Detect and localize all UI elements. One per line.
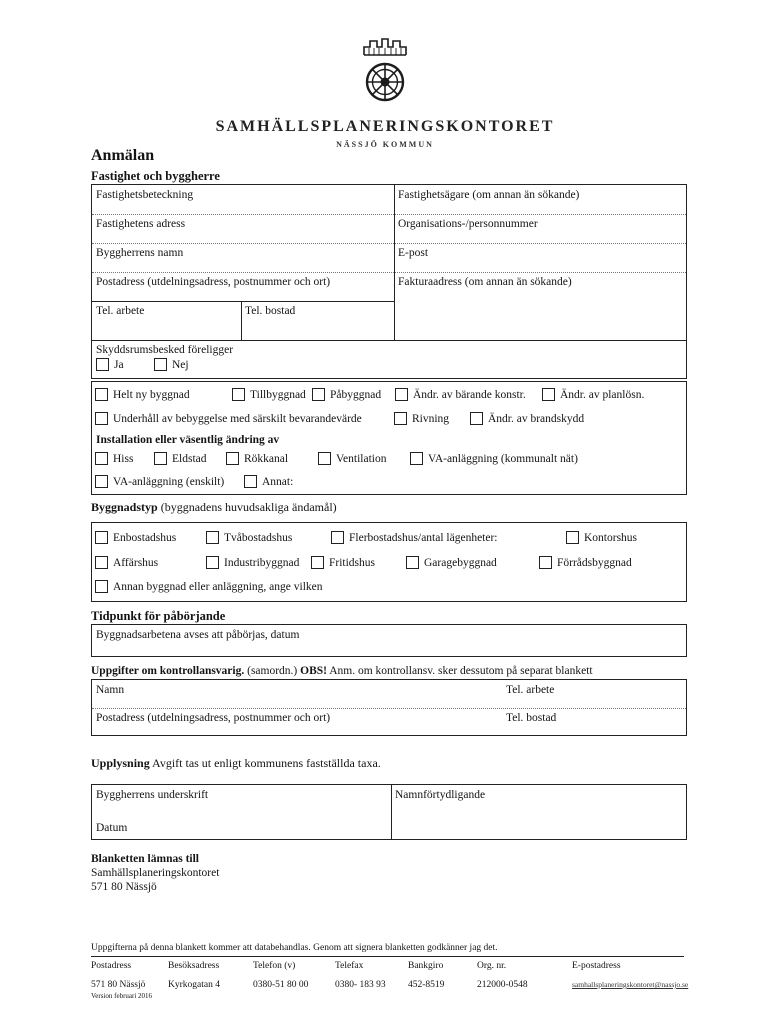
heading-bold: Byggnadstyp xyxy=(91,500,158,514)
checkbox-label: Ändr. av bärande konstr. xyxy=(413,388,526,401)
footer-col-telefax xyxy=(335,961,386,990)
checkbox-option-enbostadshus[interactable] xyxy=(95,531,176,544)
footer-label: Telefax xyxy=(335,961,364,971)
section-heading-tidpunkt: Tidpunkt för påbörjande xyxy=(91,609,226,623)
checkbox[interactable] xyxy=(154,358,167,371)
atgard-box xyxy=(91,381,687,495)
checkbox-label: Ventilation xyxy=(336,452,387,465)
checkbox-label: Förrådsbyggnad xyxy=(557,556,632,569)
heading-rest: Avgift tas ut enligt kommunens fastställda taxa. xyxy=(149,756,381,770)
checkbox-label: Garagebyggnad xyxy=(424,556,497,569)
checkbox-label: Ja xyxy=(114,358,124,371)
checkbox-option-rokkanal[interactable] xyxy=(226,452,288,465)
field-label-skyddsrum: Skyddsrumsbesked föreligger xyxy=(96,344,234,356)
section-heading-fastighet: Fastighet och byggherre xyxy=(91,169,220,183)
field-label-tel-arbete: Tel. arbete xyxy=(506,684,555,696)
checkbox[interactable] xyxy=(95,580,108,593)
checkbox[interactable] xyxy=(206,531,219,544)
footer-label: Besöksadress xyxy=(168,961,220,971)
checkbox-label: Underhåll av bebyggelse med särskilt bevarandevärde xyxy=(113,412,362,425)
field-label-epost: E-post xyxy=(398,247,429,259)
section-heading-byggnadstyp xyxy=(91,500,337,515)
checkbox-option-industribyggnad[interactable] xyxy=(206,556,299,569)
checkbox-option-underhall-bevarandevarde[interactable] xyxy=(95,412,362,425)
section-heading-kontrollansvarig xyxy=(91,665,593,677)
footer-label: Bankgiro xyxy=(408,961,444,971)
heading-obs: OBS! xyxy=(300,665,327,677)
divider xyxy=(391,785,392,839)
checkbox-label: Påbyggnad xyxy=(330,388,382,401)
tidpunkt-box xyxy=(91,624,687,657)
checkbox-option-tillbyggnad[interactable] xyxy=(232,388,306,401)
footer-label: Telefon (v) xyxy=(253,961,296,971)
checkbox-option-garagebyggnad[interactable] xyxy=(406,556,497,569)
checkbox-option-ja[interactable] xyxy=(96,358,124,371)
checkbox-label: Annan byggnad eller anläggning, ange vilken xyxy=(113,580,323,593)
checkbox-label: Affärshus xyxy=(113,556,159,569)
divider xyxy=(92,301,394,302)
field-label-postadress: Postadress (utdelningsadress, postnummer och ort) xyxy=(96,712,331,724)
checkbox-option-annat[interactable] xyxy=(244,475,293,488)
checkbox-label: Fritidshus xyxy=(329,556,376,569)
footer-value: 212000-0548 xyxy=(477,980,528,990)
checkbox-option-helt-ny-byggnad[interactable] xyxy=(95,388,190,401)
checkbox-label: Industribyggnad xyxy=(224,556,300,569)
lamnas-heading: Blanketten lämnas till xyxy=(91,853,199,865)
checkbox-label: Eldstad xyxy=(172,452,207,465)
data-processing-notice: Uppgifterna på denna blankett kommer att databehandlas. Genom att signera blanketten godkänner jag det. xyxy=(91,943,498,953)
field-label-orgnummer: Organisations-/personnummer xyxy=(398,218,538,230)
checkbox-option-tvabostadshus[interactable] xyxy=(206,531,292,544)
upplysning-text xyxy=(91,756,381,771)
field-label-tel-arbete: Tel. arbete xyxy=(96,305,145,317)
checkbox-label: Rivning xyxy=(412,412,450,425)
checkbox-option-pabyggnad[interactable] xyxy=(312,388,381,401)
checkbox[interactable] xyxy=(232,388,245,401)
checkbox-label: Kontorshus xyxy=(584,531,638,544)
checkbox[interactable] xyxy=(539,556,552,569)
footer-col-postadress xyxy=(91,961,152,1000)
organization-title: SAMHÄLLSPLANERINGSKONTORET xyxy=(215,118,555,135)
divider xyxy=(394,185,395,340)
footer-label: E-postadress xyxy=(572,961,621,971)
underskrift-box xyxy=(91,784,687,840)
checkbox-label: Helt ny byggnad xyxy=(113,388,190,401)
checkbox-option-va-kommunalt[interactable] xyxy=(410,452,578,465)
field-label-postadress: Postadress (utdelningsadress, postnummer och ort) xyxy=(96,276,331,288)
checkbox-label: Enbostadshus xyxy=(113,531,177,544)
checkbox[interactable] xyxy=(95,412,108,425)
footer-col-orgnr xyxy=(477,961,528,990)
checkbox-option-annan-byggnad[interactable] xyxy=(95,580,323,593)
footer-value: Kyrkogatan 4 xyxy=(168,980,220,990)
checkbox[interactable] xyxy=(318,452,331,465)
checkbox[interactable] xyxy=(331,531,344,544)
checkbox[interactable] xyxy=(470,412,483,425)
field-label-datum: Datum xyxy=(96,822,128,834)
checkbox[interactable] xyxy=(312,388,325,401)
checkbox-option-andr-planlosn[interactable] xyxy=(542,388,644,401)
checkbox[interactable] xyxy=(226,452,239,465)
divider xyxy=(92,214,686,215)
checkbox-label: Flerbostadshus/antal lägenheter: xyxy=(349,531,498,544)
checkbox-option-andr-brandskydd[interactable] xyxy=(470,412,584,425)
field-label-paborjas-datum: Byggnadsarbetena avses att påbörjas, datum xyxy=(96,629,300,641)
checkbox[interactable] xyxy=(406,556,419,569)
checkbox-option-eldstad[interactable] xyxy=(154,452,207,465)
checkbox-label: Hiss xyxy=(113,452,134,465)
footer-label: Postadress xyxy=(91,961,132,971)
checkbox[interactable] xyxy=(95,388,108,401)
field-label-namn: Namn xyxy=(96,684,125,696)
municipality-name: NÄSSJÖ KOMMUN xyxy=(336,140,434,149)
checkbox-label: Annat: xyxy=(262,475,294,488)
checkbox-option-affarshus[interactable] xyxy=(95,556,158,569)
checkbox[interactable] xyxy=(154,452,167,465)
field-label-tel-bostad: Tel. bostad xyxy=(245,305,296,317)
divider xyxy=(92,272,686,273)
divider xyxy=(92,708,686,709)
checkbox[interactable] xyxy=(95,475,108,488)
lamnas-line2: 571 80 Nässjö xyxy=(91,881,157,893)
checkbox[interactable] xyxy=(95,452,108,465)
checkbox-label: Nej xyxy=(172,358,189,371)
checkbox-option-hiss[interactable] xyxy=(95,452,133,465)
checkbox[interactable] xyxy=(96,358,109,371)
form-title: Anmälan xyxy=(91,147,155,164)
footer-value: 0380- 183 93 xyxy=(335,980,386,990)
heading-rest: (byggnadens huvudsakliga ändamål) xyxy=(157,500,337,514)
field-label-underskrift: Byggherrens underskrift xyxy=(96,789,209,801)
field-label-namnfortydligande: Namnförtydligande xyxy=(395,789,486,801)
field-label-fastighetens-adress: Fastighetens adress xyxy=(96,218,186,230)
version-text: Version februari 2016 xyxy=(91,992,153,1000)
checkbox-option-fritidshus[interactable] xyxy=(311,556,375,569)
footer-value: 452-8519 xyxy=(408,980,445,990)
field-label-fakturaadress: Fakturaadress (om annan än sökande) xyxy=(398,276,572,288)
checkbox-label: Tillbyggnad xyxy=(250,388,306,401)
heading-bold: Uppgifter om kontrollansvarig. xyxy=(91,665,245,677)
checkbox-label: Ändr. av brandskydd xyxy=(488,412,585,425)
footer-col-bankgiro xyxy=(408,961,444,990)
footer-columns xyxy=(91,961,689,1016)
checkbox-label: VA-anläggning (kommunalt nät) xyxy=(428,452,578,465)
email-link[interactable]: samhallsplaneringskontoret@nassjo.se xyxy=(572,980,689,989)
field-label-tel-bostad: Tel. bostad xyxy=(506,712,557,724)
footer-value: 571 80 Nässjö xyxy=(91,980,146,990)
checkbox[interactable] xyxy=(95,556,108,569)
divider xyxy=(92,243,686,244)
checkbox[interactable] xyxy=(95,531,108,544)
installation-heading: Installation eller väsentlig ändring av xyxy=(96,434,280,446)
checkbox-label: Ändr. av planlösn. xyxy=(560,388,645,401)
checkbox[interactable] xyxy=(566,531,579,544)
checkbox-option-andr-barande-konstr[interactable] xyxy=(395,388,526,401)
checkbox-option-flerbostadshus[interactable] xyxy=(331,531,498,544)
divider xyxy=(241,301,242,340)
checkbox[interactable] xyxy=(410,452,423,465)
heading-rest: Anm. om kontrollansv. sker dessutom på separat blankett xyxy=(326,665,593,677)
byggnadstyp-box xyxy=(91,522,687,602)
footer-col-telefon xyxy=(253,961,308,990)
checkbox[interactable] xyxy=(244,475,257,488)
checkbox-label: Rökkanal xyxy=(244,452,289,465)
checkbox-option-va-enskilt[interactable] xyxy=(95,475,224,488)
checkbox[interactable] xyxy=(206,556,219,569)
footer-col-besoksadress xyxy=(168,961,220,990)
fastighet-box xyxy=(91,184,687,379)
divider xyxy=(92,340,686,341)
lamnas-line1: Samhällsplaneringskontoret xyxy=(91,867,220,879)
kontrollansvarig-box xyxy=(91,679,687,736)
field-label-fastighetsagare: Fastighetsägare (om annan än sökande) xyxy=(398,189,580,201)
field-label-fastighetsbeteckning: Fastighetsbeteckning xyxy=(96,189,194,201)
checkbox-option-ventilation[interactable] xyxy=(318,452,386,465)
checkbox-option-rivning[interactable] xyxy=(394,412,449,425)
footer-col-epostadress xyxy=(572,961,688,989)
checkbox-option-nej[interactable] xyxy=(154,358,189,371)
heading-bold: Upplysning xyxy=(91,756,150,770)
footer-rule xyxy=(91,956,684,957)
footer-label: Org. nr. xyxy=(477,961,507,971)
checkbox[interactable] xyxy=(311,556,324,569)
checkbox-option-kontorshus[interactable] xyxy=(566,531,637,544)
checkbox-label: VA-anläggning (enskilt) xyxy=(113,475,225,488)
checkbox[interactable] xyxy=(542,388,555,401)
checkbox[interactable] xyxy=(395,388,408,401)
heading-mid: (samordn.) xyxy=(244,665,301,677)
checkbox-label: Tvåbostadshus xyxy=(224,531,293,544)
checkbox-option-forradsbyggnad[interactable] xyxy=(539,556,632,569)
field-label-byggherrens-namn: Byggherrens namn xyxy=(96,247,184,259)
checkbox[interactable] xyxy=(394,412,407,425)
municipality-crest-icon xyxy=(356,26,414,111)
footer-value: 0380-51 80 00 xyxy=(253,980,309,990)
